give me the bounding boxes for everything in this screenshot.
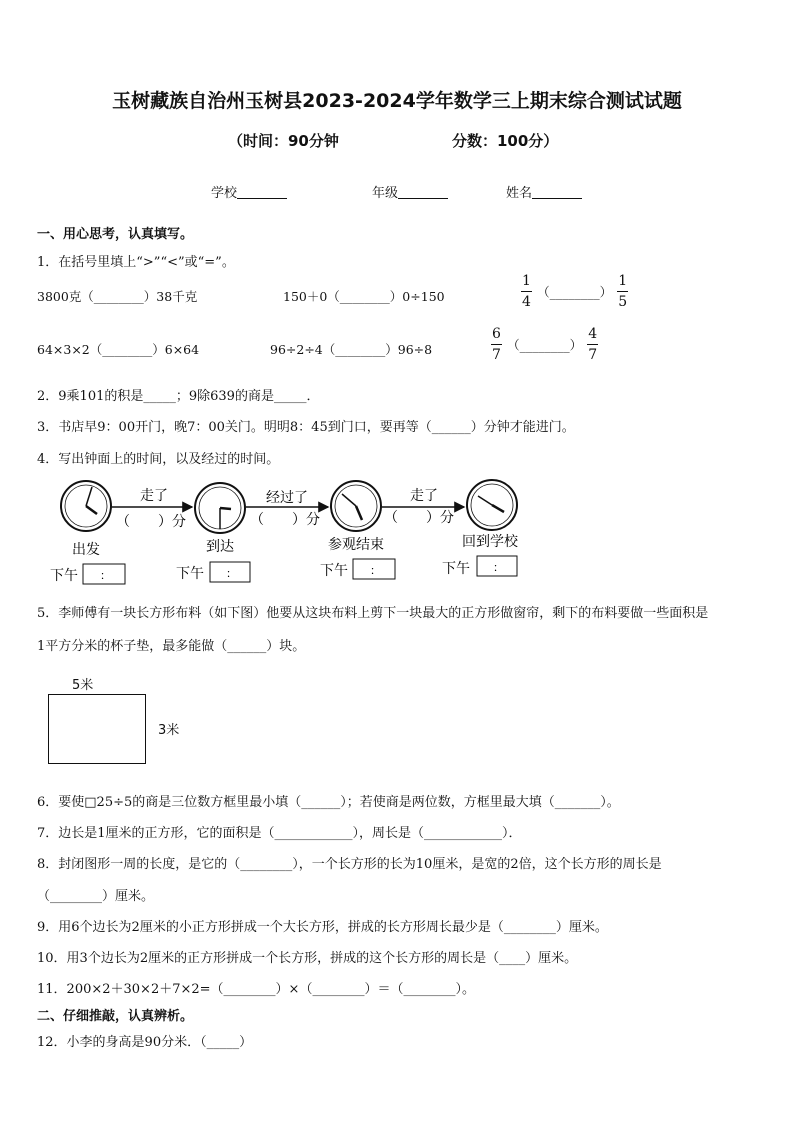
time-colon: ： [493, 561, 504, 574]
pm-label: 下午 [50, 568, 78, 584]
fraction: $\frac{1}{4}$ [522, 273, 531, 310]
q1-compare-5[interactable]: 96÷2÷4（________）96÷8 [270, 342, 433, 357]
clock-label-arrive: 到达 [206, 539, 234, 555]
compare-blank[interactable]: （________） [537, 284, 613, 300]
arrow-label-1: 走了 [140, 488, 168, 504]
clock-label-start: 出发 [72, 542, 100, 558]
time-colon: ： [226, 567, 237, 580]
question-8-line-1: 8．封闭图形一周的长度，是它的（________），一个长方形的长为10厘米，是宽的2倍，这个长方形的周长是 [37, 857, 662, 872]
school-field[interactable] [211, 182, 287, 201]
question-12: 12．小李的身高是90分米．（_____） [37, 1035, 253, 1050]
grade-field[interactable] [372, 182, 448, 201]
name-blank[interactable] [532, 184, 582, 199]
question-8-line-2: （________）厘米。 [37, 889, 155, 904]
clock-arrive-icon [195, 483, 245, 533]
question-11: 11．200×2＋30×2＋7×2=（________）×（________）＝（________）。 [37, 982, 475, 997]
clock-visit-end-icon [331, 481, 381, 531]
exam-score: 分数：100分） [452, 132, 559, 150]
compare-blank[interactable]: （________） [507, 337, 583, 353]
arrow-label-2: 经过了 [266, 490, 308, 506]
elapsed-blank-1: （ ）分 [116, 514, 186, 530]
pm-label: 下午 [442, 561, 470, 577]
question-4: 4．写出钟面上的时间，以及经过的时间。 [37, 452, 280, 467]
elapsed-blank-3: （ ）分 [384, 510, 454, 526]
fraction: $\frac{1}{5}$ [618, 273, 628, 310]
time-colon: ： [370, 564, 381, 577]
clock-diagram [40, 474, 560, 586]
rect-height-label: 3米 [158, 723, 180, 738]
exam-time: （时间：90分钟 [228, 132, 339, 150]
section-2-heading: 二、仔细推敲，认真辨析。 [37, 1009, 194, 1024]
fraction: $\frac{6}{7}$ [492, 326, 501, 363]
question-2: 2．9乘101的积是_____；9除639的商是_____． [37, 389, 320, 404]
q1-compare-4[interactable]: 64×3×2（________）6×64 [37, 342, 200, 357]
q1-compare-6[interactable] [491, 326, 598, 363]
name-field[interactable] [506, 182, 582, 201]
fraction: $\frac{4}{7}$ [588, 326, 598, 363]
question-3: 3．书店早9：00开门，晚7：00关门。明明8：45到门口，要再等（______）分钟才能进门。 [37, 420, 575, 435]
question-5-line-1: 5．李师傅有一块长方形布料（如下图）他要从这块布料上剪下一块最大的正方形做窗帘，剩下的布料要做一些面积是 [37, 606, 709, 621]
q1-compare-2[interactable]: 150＋0（________）0÷150 [283, 289, 445, 304]
page-title: 玉树藏族自治州玉树县2023-2024学年数学三上期末综合测试试题 [112, 90, 682, 112]
q1-compare-1[interactable]: 3800克（________）38千克 [37, 289, 198, 304]
elapsed-blank-2: （ ）分 [250, 512, 320, 528]
pm-label: 下午 [320, 563, 348, 579]
school-label: 学校 [211, 186, 238, 201]
rect-width-label: 5米 [72, 678, 94, 693]
clock-label-visit-end: 参观结束 [328, 537, 384, 553]
arrow-label-3: 走了 [410, 488, 438, 504]
q1-compare-3[interactable] [521, 273, 628, 310]
question-9: 9．用6个边长为2厘米的小正方形拼成一个大长方形，拼成的长方形周长最少是（________）厘米。 [37, 920, 608, 935]
name-label: 姓名 [506, 186, 533, 201]
clock-label-return: 回到学校 [462, 534, 518, 550]
fabric-rectangle [48, 694, 146, 764]
school-blank[interactable] [237, 184, 287, 199]
question-10: 10．用3个边长为2厘米的正方形拼成一个长方形，拼成的这个长方形的周长是（____）厘米。 [37, 951, 578, 966]
grade-label: 年级 [372, 186, 399, 201]
time-colon: ： [100, 569, 111, 582]
clock-return-icon [467, 480, 517, 530]
section-1-heading: 一、用心思考，认真填写。 [37, 227, 194, 242]
clock-start-icon [61, 481, 111, 531]
grade-blank[interactable] [398, 184, 448, 199]
question-6: 6．要使□25÷5的商是三位数方框里最小填（______）；若使商是两位数，方框里最大填（_______）。 [37, 795, 620, 810]
pm-label: 下午 [176, 566, 204, 582]
question-7: 7．边长是1厘米的正方形，它的面积是（____________），周长是（____________）． [37, 826, 522, 841]
question-5-line-2: 1平方分米的杯子垫，最多能做（______）块。 [37, 639, 306, 654]
question-1: 1．在括号里填上“>”“<”或“=”。 [37, 255, 235, 270]
